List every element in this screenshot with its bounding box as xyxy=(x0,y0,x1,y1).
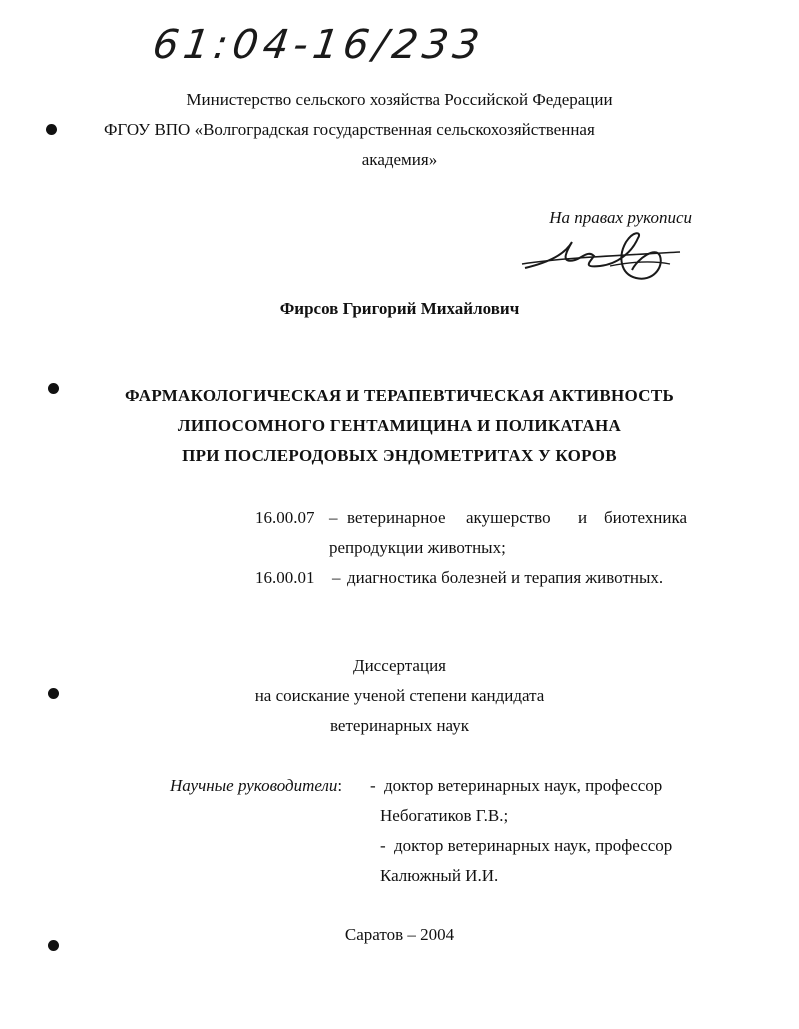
institution-name-line2: академия» xyxy=(361,150,438,169)
degree-type: Диссертация xyxy=(352,656,446,675)
specialty-dash: – xyxy=(329,508,338,527)
institution-name-line1: ФГОУ ВПО «Волгоградская государственная сельскохозяйственная xyxy=(104,120,595,139)
specialty-text-word: ветеринарное xyxy=(347,508,446,527)
supervisor-dash: - xyxy=(370,776,376,795)
supervisors-label-colon: : xyxy=(337,776,343,795)
manuscript-note: На правах рукописи xyxy=(549,208,692,227)
punch-hole-mark xyxy=(46,124,57,135)
degree-line2: на соискание ученой степени кандидата xyxy=(254,686,545,705)
archive-number: 61:04-16/233 xyxy=(150,22,487,68)
supervisor-title: доктор ветеринарных наук, профессор xyxy=(394,836,673,855)
dissertation-title-line3: ПРИ ПОСЛЕРОДОВЫХ ЭНДОМЕТРИТАХ У КОРОВ xyxy=(182,446,617,465)
specialty-text-continuation: репродукции животных; xyxy=(329,538,506,557)
specialty-text: диагностика болезней и терапия животных. xyxy=(347,568,664,587)
dissertation-title-line2: ЛИПОСОМНОГО ГЕНТАМИЦИНА И ПОЛИКАТАНА xyxy=(177,416,622,435)
specialty-code: 16.00.01 xyxy=(255,568,315,587)
supervisor-title: доктор ветеринарных наук, профессор xyxy=(384,776,663,795)
supervisor-name: Калюжный И.И. xyxy=(380,866,499,885)
specialty-text-word: биотехника xyxy=(604,508,688,527)
degree-line3: ветеринарных наук xyxy=(330,716,469,735)
author-signature xyxy=(520,228,690,288)
specialty-text-word: акушерство xyxy=(466,508,551,527)
supervisors-label: Научные руководители: xyxy=(170,776,343,795)
supervisor-dash: - xyxy=(380,836,386,855)
dissertation-title-line1: ФАРМАКОЛОГИЧЕСКАЯ И ТЕРАПЕВТИЧЕСКАЯ АКТИВНОСТЬ xyxy=(124,386,675,405)
supervisor-name: Небогатиков Г.В.; xyxy=(380,806,509,825)
ministry-name: Министерство сельского хозяйства Российской Федерации xyxy=(186,90,613,109)
specialty-text-word: и xyxy=(578,508,588,527)
specialty-code: 16.00.07 xyxy=(255,508,315,527)
author-name: Фирсов Григорий Михайлович xyxy=(279,299,520,318)
specialty-dash: – xyxy=(332,568,341,587)
city-year: Саратов – 2004 xyxy=(344,925,455,944)
